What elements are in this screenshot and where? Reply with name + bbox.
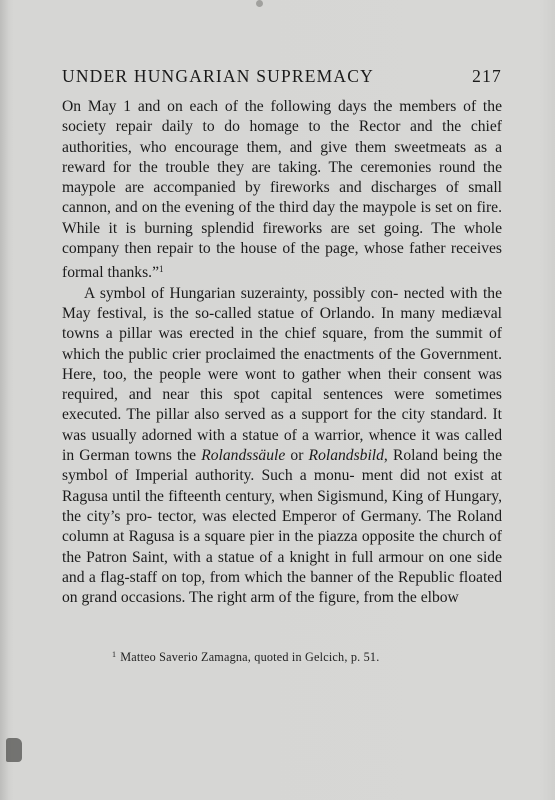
- page-edge-mark: [6, 738, 22, 762]
- paragraph-1: [62, 97, 502, 284]
- page-number: 217: [472, 66, 502, 86]
- running-title: UNDER HUNGARIAN SUPREMACY: [62, 66, 374, 86]
- paragraph-2-text-a: A symbol of Hungarian suzerainty, possibly con- nected with the May festival, is the so-called statue of Orlando. In many mediæval towns a pillar was erected in the chief square, from the summit of which the public crier proclaimed the enactments of the Government. Here, too, the people were wont to gather when their consent was required, and near this spot capital sentences were sometimes executed. The pillar also served as a support for the city standard. It was usually adorned with a statue of a warrior, whence it was called in German towns the: [62, 284, 502, 465]
- footnote-marker: 1: [112, 650, 117, 659]
- print-speck: [256, 0, 263, 7]
- footnote-reference: 1: [159, 264, 164, 275]
- page-spine-shadow: [0, 0, 8, 800]
- term-rolandsbild: Rolandsbild: [308, 447, 384, 465]
- footnote: [112, 650, 492, 665]
- paragraph-1-text: On May 1 and on each of the following days the members of the society repair daily to do homage to the Rector and the chief authorities, who encourage them, and give them sweetmeats as a reward for the trouble they are taking. The ceremonies round the maypole are accompanied by fireworks and discharges of small cannon, and on the evening of the third day the maypole is set on fire. While it is burning splendid fireworks are set going. The whole company then repair to the house of the page, whose father receives formal thanks.”: [62, 98, 502, 282]
- running-header: [62, 66, 502, 87]
- paragraph-2-text-b: , Roland being the symbol of Imperial authority. Such a monu- ment did not exist at Ragusa until the fifteenth century, when Sigismund, King of Hungary, the city’s pro- tector, was elected Emperor of Germany. The Roland column at Ragusa is a square pier in the piazza opposite the church of the Patron Saint, with a statue of a knight in full armour on one side and a flag-staff on top, from which the banner of the Republic floated on grand occasions. The right arm of the figure, from the elbow: [62, 447, 502, 607]
- connector-or: or: [285, 447, 309, 465]
- body-text: [62, 97, 502, 608]
- term-rolandssaule: Rolandssäule: [201, 447, 286, 465]
- footnote-text: Matteo Saverio Zamagna, quoted in Gelcich, p. 51.: [120, 650, 380, 664]
- paragraph-2: [62, 284, 502, 609]
